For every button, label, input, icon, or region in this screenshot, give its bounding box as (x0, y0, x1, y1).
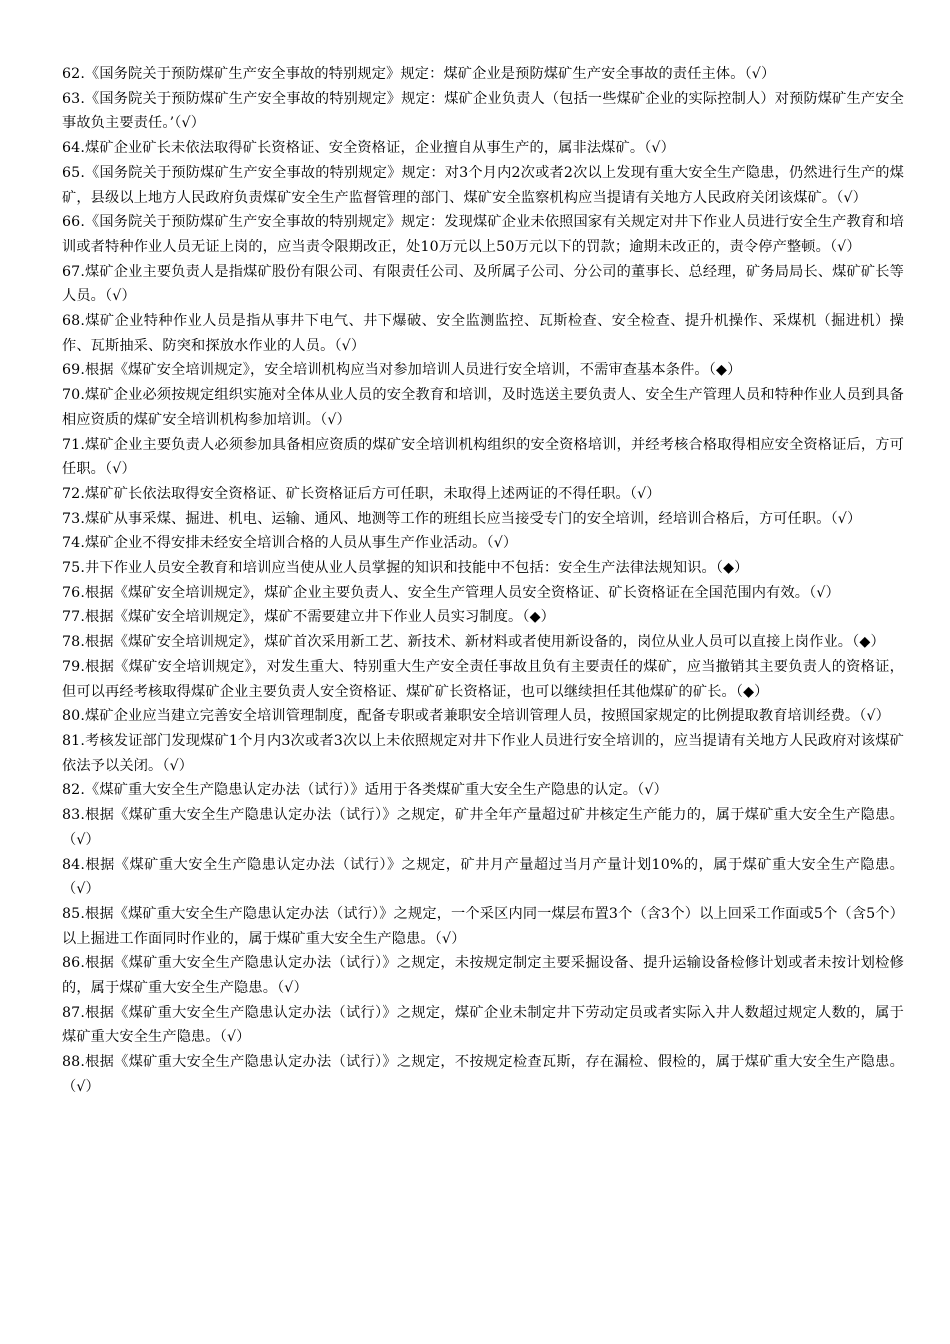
question-77: 77.根据《煤矿安全培训规定》，煤矿不需要建立井下作业人员实习制度。（◆） (62, 609, 556, 626)
question-70: 70.煤矿企业必须按规定组织实施对全体从业人员的安全教育和培训，及时选送主要负责人、安全生产管理人员和特种作业人员到具备相应资质的煤矿安全培训机构参加培训。（√） (62, 387, 904, 428)
question-69: 69.根据《煤矿安全培训规定》，安全培训机构应当对参加培训人员进行安全培训，不需审查基本条件。（◆） (62, 362, 742, 379)
question-73: 73.煤矿从事采煤、掘进、机电、运输、通风、地测等工作的班组长应当接受专门的安全培训，经培训合格后，方可任职。（√） (62, 510, 862, 527)
question-64: 64.煤矿企业矿长未依法取得矿长资格证、安全资格证，企业擅自从事生产的，属非法煤矿。（√） (62, 140, 675, 157)
question-71: 71.煤矿企业主要负责人必须参加具备相应资质的煤矿安全培训机构组织的安全资格培训，并经考核合格取得相应安全资格证后，方可任职。（√） (62, 436, 904, 478)
document-body (62, 62, 904, 1100)
question-82: 82.《煤矿重大安全生产隐患认定办法（试行）》适用于各类煤矿重大安全生产隐患的认定。（√） (62, 782, 668, 799)
question-84: 84.根据《煤矿重大安全生产隐患认定办法（试行）》之规定，矿井月产量超过当月产量计划10%的，属于煤矿重大安全生产隐患。（√） (62, 856, 904, 898)
question-87: 87.根据《煤矿重大安全生产隐患认定办法（试行）》之规定，煤矿企业未制定井下劳动定员或者实际入井人数超过规定人数的，属于煤矿重大安全生产隐患。（√） (62, 1004, 904, 1046)
question-67: 67.煤矿企业主要负责人是指煤矿股份有限公司、有限责任公司、及所属子公司、分公司的董事长、总经理，矿务局局长、煤矿矿长等人员。（√） (62, 263, 904, 305)
question-88: 88.根据《煤矿重大安全生产隐患认定办法（试行）》之规定，不按规定检查瓦斯，存在漏检、假检的，属于煤矿重大安全生产隐患。（√） (62, 1054, 904, 1095)
question-76: 76.根据《煤矿安全培训规定》，煤矿企业主要负责人、安全生产管理人员安全资格证、矿长资格证在全国范围内有效。（√） (62, 584, 840, 601)
question-66: 66.《国务院关于预防煤矿生产安全事故的特别规定》规定：发现煤矿企业未依照国家有关规定对井下作业人员进行安全生产教育和培训或者特种作业人员无证上岗的，应当责令限期改正，处10万元以上50万元以下的罚款；逾期未改正的，责令停产整顿。（√） (62, 214, 904, 255)
question-83: 83.根据《煤矿重大安全生产隐患认定办法（试行）》之规定，矿井全年产量超过矿井核定生产能力的，属于煤矿重大安全生产隐患。（√） (62, 807, 904, 848)
question-63: 63.《国务院关于预防煤矿生产安全事故的特别规定》规定：煤矿企业负责人（包括一些煤矿企业的实际控制人）对预防煤矿生产安全事故负主要责任。’（√） (62, 90, 904, 132)
question-72: 72.煤矿矿长依法取得安全资格证、矿长资格证后方可任职，未取得上述两证的不得任职。（√） (62, 485, 661, 502)
question-68: 68.煤矿企业特种作业人员是指从事井下电气、井下爆破、安全监测监控、瓦斯检查、安全检查、提升机操作、采煤机（掘进机）操作、瓦斯抽采、防突和探放水作业的人员。（√） (62, 313, 904, 354)
question-62: 62.《国务院关于预防煤矿生产安全事故的特别规定》规定：煤矿企业是预防煤矿生产安全事故的责任主体。（√） (62, 66, 776, 82)
question-79: 79.根据《煤矿安全培训规定》，对发生重大、特别重大生产安全责任事故且负有主要责任的煤矿，应当撤销其主要负责人的资格证，但可以再经考核取得煤矿企业主要负责人安全资格证、煤矿矿长资格证，也可以继续担任其他煤矿的矿长。（◆） (62, 658, 904, 700)
question-75: 75.井下作业人员安全教育和培训应当使从业人员掌握的知识和技能中不包括：安全生产法律法规知识。（◆） (62, 560, 749, 577)
question-74: 74.煤矿企业不得安排未经安全培训合格的人员从事生产作业活动。（√） (62, 535, 518, 552)
question-80: 80.煤矿企业应当建立完善安全培训管理制度，配备专职或者兼职安全培训管理人员，按照国家规定的比例提取教育培训经费。（√） (62, 708, 891, 725)
question-86: 86.根据《煤矿重大安全生产隐患认定办法（试行）》之规定，未按规定制定主要采掘设备、提升运输设备检修计划或者未按计划检修的，属于煤矿重大安全生产隐患。（√） (62, 955, 904, 997)
question-65: 65.《国务院关于预防煤矿生产安全事故的特别规定》规定：对3个月内2次或者2次以上发现有重大安全生产隐患，仍然进行生产的煤矿，县级以上地方人民政府负责煤矿安全生产监督管理的部门、煤矿安全监察机构应当提请有关地方人民政府关闭该煤矿。（√） (62, 164, 904, 206)
question-85: 85.根据《煤矿重大安全生产隐患认定办法（试行）》之规定，一个采区内同一煤层布置3个（含3个）以上回采工作面或5个（含5个）以上掘进工作面同时作业的，属于煤矿重大安全生产隐患。（√） (62, 905, 904, 947)
question-81: 81.考核发证部门发现煤矿1个月内3次或者3次以上未依照规定对井下作业人员进行安全培训的，应当提请有关地方人民政府对该煤矿依法予以关闭。（√） (62, 732, 904, 774)
question-78: 78.根据《煤矿安全培训规定》，煤矿首次采用新工艺、新技术、新材料或者使用新设备的，岗位从业人员可以直接上岗作业。（◆） (62, 634, 885, 651)
